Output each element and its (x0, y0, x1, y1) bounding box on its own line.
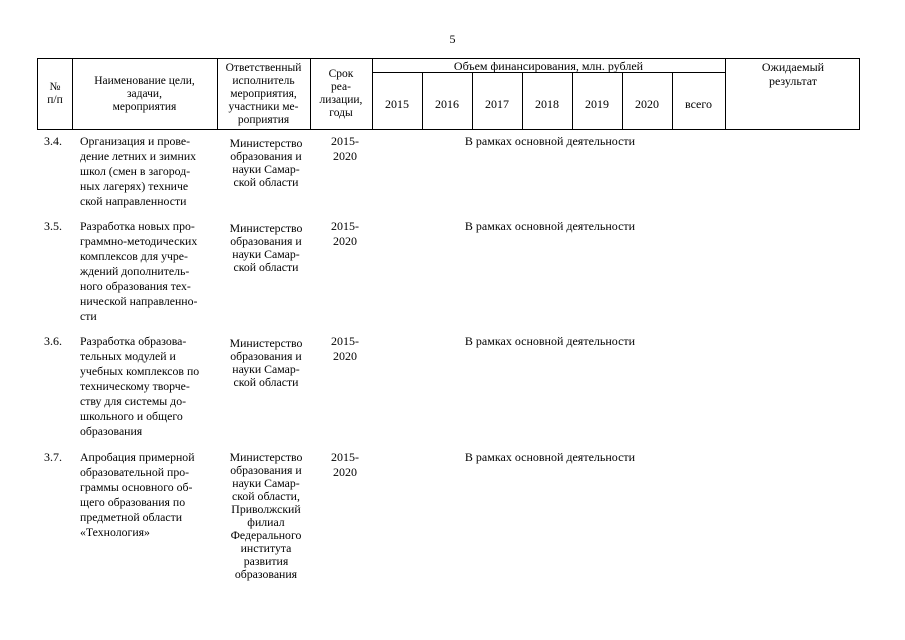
row-name: Разработка новых про- граммно-методических комплексов для учре- ждений дополнитель- ного образования тех- нической направленно- сти (80, 219, 198, 323)
row-number: 3.5. (44, 219, 62, 233)
row-number: 3.7. (44, 450, 62, 464)
row-funding: В рамках основной деятельности (464, 334, 636, 348)
header-year: 2017 (485, 97, 509, 111)
header-year: 2020 (635, 97, 659, 111)
row-responsible: Министерство образования и науки Самар- ской области (229, 336, 303, 389)
header-responsible: Ответственный исполнитель мероприятия, участники ме- роприятия (225, 61, 302, 126)
row-responsible: Министерство образования и науки Самар- ской области, Приволжский филиал Федерального института развития образования (229, 450, 303, 581)
table-header (37, 58, 860, 130)
row-funding: В рамках основной деятельности (464, 219, 636, 233)
row-name: Апробация примерной образовательной про- граммы основного об- щего образования по предметной области «Технология» (80, 450, 195, 539)
header-year: 2019 (585, 97, 609, 111)
row-responsible: Министерство образования и науки Самар- ской области (229, 136, 303, 189)
row-number: 3.4. (44, 134, 62, 148)
row-name: Организация и прове- дение летних и зимних школ (смен в загород- ных лагерях) техниче ской направленности (80, 134, 197, 208)
row-number: 3.6. (44, 334, 62, 348)
row-term: 2015- 2020 (331, 134, 359, 163)
header-funding: Объем финансирования, млн. рублей (453, 59, 644, 73)
header-year: 2015 (385, 97, 409, 111)
row-term: 2015- 2020 (331, 334, 359, 363)
row-term: 2015- 2020 (331, 219, 359, 248)
row-term: 2015- 2020 (331, 450, 359, 479)
header-name: Наименование цели, задачи, мероприятия (94, 74, 195, 113)
row-funding: В рамках основной деятельности (464, 450, 636, 464)
header-year: 2016 (435, 97, 459, 111)
header-year-total: всего (684, 97, 713, 111)
row-funding: В рамках основной деятельности (464, 134, 636, 148)
header-term: Срок реа- лизации, годы (319, 68, 363, 119)
row-responsible: Министерство образования и науки Самар- ской области (229, 221, 303, 274)
row-name: Разработка образова- тельных модулей и учебных комплексов по техническому творче- ству для системы до- школьного и общего образования (80, 334, 200, 438)
header-result: Ожидаемый результат (761, 60, 825, 88)
header-num: № п/п (47, 81, 63, 106)
page-number: 5 (449, 32, 456, 46)
header-year: 2018 (535, 97, 559, 111)
